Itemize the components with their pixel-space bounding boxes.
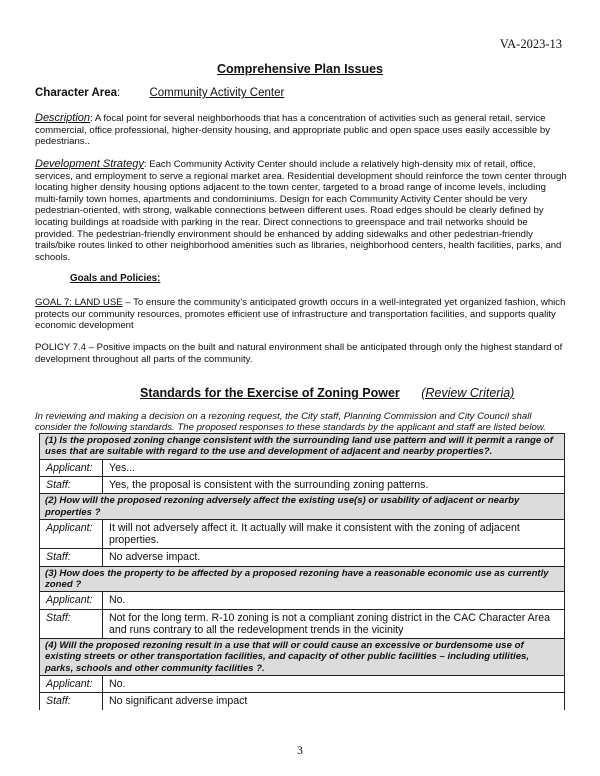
staff-response: Not for the long term. R-10 zoning is not a compliant zoning district in the CAC Character Area and runs contrary to all the redevelopment trends in the vicinity [109,611,551,636]
applicant-label: Applicant: [40,676,103,692]
character-area-colon: : [117,87,121,99]
applicant-label: Applicant: [40,592,103,608]
applicant-row [40,460,564,477]
character-area [35,87,284,99]
development-strategy-paragraph [35,159,567,263]
staff-label: Staff: [40,610,103,638]
document-id: VA-2023-13 [499,37,562,51]
staff-row [40,549,564,566]
staff-row [40,477,564,494]
standards-title: Standards for the Exercise of Zoning Power [140,386,400,400]
applicant-response: It will not adversely affect it. It actually will make it consistent with the zoning of adjacent properties. [109,522,520,547]
staff-response: No adverse impact. [109,551,201,564]
question-row: (1) Is the proposed zoning change consistent with the surrounding land use pattern and will it permit a range of uses that are suitable with regard to the use and development of adjacent and nearby properties?. [40,434,564,460]
applicant-response: Yes... [109,461,136,474]
description-colon: : [90,113,93,124]
standards-subtitle: (Review Criteria) [421,386,515,400]
standards-intro: In reviewing and making a decision on a rezoning request, the City staff, Planning Commission and City Council shall consider the following standards. The proposed responses to these standards by the applicant and staff are listed below. [35,411,546,434]
staff-response: Yes, the proposal is consistent with the surrounding zoning patterns. [109,479,429,492]
development-strategy-text: Each Community Activity Center should include a relatively high-density mix of retail, office, services, and employment to serve a regional market area. Residential development should reinforce the town center through locating higher density housing options adjacent to the town center, targeted to a broad range of income levels, including multi-family town homes, apartments and condominiums. Design for each Community Activity Center should be very pedestrian-oriented, with strong, walkable connections between different uses. Road edges should be clearly defined by locating buildings at roadside with parking in the rear. Direct connections to greenspace and trail networks should be provided. The pedestrian-friendly environment should be enhanced by adding sidewalks and other pedestrian-friendly trails/bike routes linked to other neighborhood amenities such as libraries, neighborhood centers, health facilities, parks, and schools. [35,159,567,263]
staff-response: No significant adverse impact [109,695,248,708]
policy-paragraph: POLICY 7.4 – Positive impacts on the built and natural environment shall be anticipated through only the highest standard of development throughout all parts of the community. [35,342,563,365]
applicant-label: Applicant: [40,520,103,548]
page-number: 3 [297,745,303,757]
staff-label: Staff: [40,693,103,709]
staff-row [40,610,564,639]
goal-paragraph [35,297,567,332]
applicant-response: No. [109,678,126,691]
character-area-label: Character Area [35,87,118,99]
staff-label: Staff: [40,477,103,493]
character-area-value: Community Activity Center [149,87,285,99]
staff-row [40,693,564,709]
review-criteria-table [39,433,565,710]
applicant-row [40,592,564,609]
staff-label: Staff: [40,549,103,565]
section-title-comprehensive-plan: Comprehensive Plan Issues [216,62,384,76]
goal-text: – To ensure the community’s anticipated growth occurs in a well-integrated yet organized fashion, which protects our community resources, promotes efficient use of infrastructure and transportation facilities, and supports quality economic development [35,297,566,332]
section-title-standards [140,386,514,400]
question-row: (2) How will the proposed rezoning adversely affect the existing use(s) or usability of adjacent or nearby properties ? [40,494,564,520]
development-strategy-label: Development Strategy [35,158,144,170]
applicant-response: No. [109,594,126,607]
goals-heading: Goals and Policies: [70,273,161,284]
description-text: A focal point for several neighborhoods that has a concentration of activities such as general retail, service commercial, office professional, higher-density housing, and appropriate public and open space uses easily accessible by pedestrians.. [35,113,550,148]
description-label: Description [35,112,91,124]
goal-label: GOAL 7: LAND USE [35,297,123,308]
description-paragraph [35,113,567,148]
applicant-row [40,676,564,693]
development-strategy-colon: : [143,159,147,170]
question-row: (3) How does the property to be affected by a proposed rezoning have a reasonable economic use as currently zoned ? [40,567,564,593]
applicant-row [40,520,564,549]
applicant-label: Applicant: [40,460,103,476]
question-row: (4) Will the proposed rezoning result in a use that will or could cause an excessive or burdensome use of existing streets or other transportation facilities, and capacity of other public facilities – including utilities, parks, schools and other community facilities ?. [40,639,564,676]
